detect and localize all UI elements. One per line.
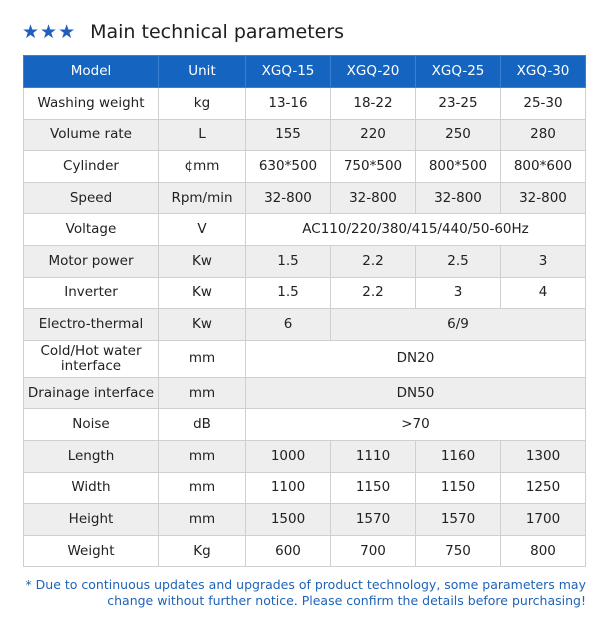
column-header-xgq-20: XGQ-20 xyxy=(331,56,416,88)
table-cell: 800*600 xyxy=(501,151,586,183)
table-cell: 1150 xyxy=(331,472,416,504)
table-row xyxy=(24,340,586,377)
table-cell-merged: DN50 xyxy=(246,377,586,409)
disclaimer-line-1: * Due to continuous updates and upgrades of product technology, some parameters may xyxy=(25,577,586,592)
table-cell: 1500 xyxy=(246,504,331,536)
row-unit: V xyxy=(159,214,246,246)
table-cell: 2.2 xyxy=(331,277,416,309)
table-cell: 1300 xyxy=(501,440,586,472)
table-cell-merged: DN20 xyxy=(246,340,586,377)
row-label: Weight xyxy=(24,535,159,567)
table-row xyxy=(24,535,586,567)
disclaimer-line-2: change without further notice. Please confirm the details before purchasing! xyxy=(107,593,586,608)
row-unit: Kw xyxy=(159,277,246,309)
table-cell: 1.5 xyxy=(246,277,331,309)
row-label: Drainage interface xyxy=(24,377,159,409)
table-row xyxy=(24,309,586,341)
table-row xyxy=(24,472,586,504)
row-label: Noise xyxy=(24,409,159,441)
parameters-table xyxy=(23,55,586,567)
table-row xyxy=(24,504,586,536)
row-label: Motor power xyxy=(24,245,159,277)
column-header-model: Model xyxy=(24,56,159,88)
table-cell: 750*500 xyxy=(331,151,416,183)
page-title: Main technical parameters xyxy=(90,21,345,43)
table-row xyxy=(24,182,586,214)
table-cell: 630*500 xyxy=(246,151,331,183)
row-unit: Kw xyxy=(159,245,246,277)
section-header xyxy=(22,16,344,48)
table-cell: 800*500 xyxy=(416,151,501,183)
table-cell: 6 xyxy=(246,309,331,341)
table-cell: 25-30 xyxy=(501,88,586,120)
table-cell: 1.5 xyxy=(246,245,331,277)
table-cell: 1700 xyxy=(501,504,586,536)
table-cell: 4 xyxy=(501,277,586,309)
row-label: Length xyxy=(24,440,159,472)
table-cell: 220 xyxy=(331,119,416,151)
table-row xyxy=(24,277,586,309)
table-cell: 600 xyxy=(246,535,331,567)
row-label: Speed xyxy=(24,182,159,214)
row-unit: dB xyxy=(159,409,246,441)
table-cell: 32-800 xyxy=(501,182,586,214)
row-unit: ¢mm xyxy=(159,151,246,183)
row-unit: Kw xyxy=(159,309,246,341)
row-unit: mm xyxy=(159,377,246,409)
column-header-unit: Unit xyxy=(159,56,246,88)
table-cell: 3 xyxy=(501,245,586,277)
table-cell: 155 xyxy=(246,119,331,151)
table-cell: 13-16 xyxy=(246,88,331,120)
table-cell: 32-800 xyxy=(416,182,501,214)
row-label: Height xyxy=(24,504,159,536)
table-row xyxy=(24,440,586,472)
table-header-row xyxy=(24,56,586,88)
column-header-xgq-30: XGQ-30 xyxy=(501,56,586,88)
table-cell: 1100 xyxy=(246,472,331,504)
table-cell: 700 xyxy=(331,535,416,567)
row-label: Washing weight xyxy=(24,88,159,120)
table-cell: 1160 xyxy=(416,440,501,472)
row-label: Volume rate xyxy=(24,119,159,151)
table-row xyxy=(24,409,586,441)
table-cell: 1000 xyxy=(246,440,331,472)
table-cell: 750 xyxy=(416,535,501,567)
row-unit: L xyxy=(159,119,246,151)
column-header-xgq-25: XGQ-25 xyxy=(416,56,501,88)
table-cell: 800 xyxy=(501,535,586,567)
table-cell: 1570 xyxy=(331,504,416,536)
row-unit: kg xyxy=(159,88,246,120)
row-unit: mm xyxy=(159,440,246,472)
disclaimer-note xyxy=(24,577,586,609)
row-label: Width xyxy=(24,472,159,504)
table-row xyxy=(24,377,586,409)
table-cell: 2.5 xyxy=(416,245,501,277)
row-unit: mm xyxy=(159,504,246,536)
table-cell: 32-800 xyxy=(246,182,331,214)
table-cell-merged: >70 xyxy=(246,409,586,441)
table-cell: 280 xyxy=(501,119,586,151)
row-label: Inverter xyxy=(24,277,159,309)
table-row xyxy=(24,88,586,120)
table-row xyxy=(24,214,586,246)
table-cell: 1570 xyxy=(416,504,501,536)
table-cell: 18-22 xyxy=(331,88,416,120)
table-row xyxy=(24,245,586,277)
row-unit: mm xyxy=(159,472,246,504)
table-row xyxy=(24,151,586,183)
column-header-xgq-15: XGQ-15 xyxy=(246,56,331,88)
table-cell: 1110 xyxy=(331,440,416,472)
table-cell-merged: AC110/220/380/415/440/50-60Hz xyxy=(246,214,586,246)
table-cell: 3 xyxy=(416,277,501,309)
table-cell: 23-25 xyxy=(416,88,501,120)
row-unit: Kg xyxy=(159,535,246,567)
row-label: Cylinder xyxy=(24,151,159,183)
table-cell: 1150 xyxy=(416,472,501,504)
table-cell: 32-800 xyxy=(331,182,416,214)
three-stars-icon: ★★★ xyxy=(22,21,77,43)
table-row xyxy=(24,119,586,151)
row-label: Electro-thermal xyxy=(24,309,159,341)
table-cell-merged: 6/9 xyxy=(331,309,586,341)
table-cell: 1250 xyxy=(501,472,586,504)
row-unit: Rpm/min xyxy=(159,182,246,214)
row-label: Voltage xyxy=(24,214,159,246)
table-cell: 250 xyxy=(416,119,501,151)
row-unit: mm xyxy=(159,340,246,377)
table-cell: 2.2 xyxy=(331,245,416,277)
row-label: Cold/Hot water interface xyxy=(24,340,159,377)
